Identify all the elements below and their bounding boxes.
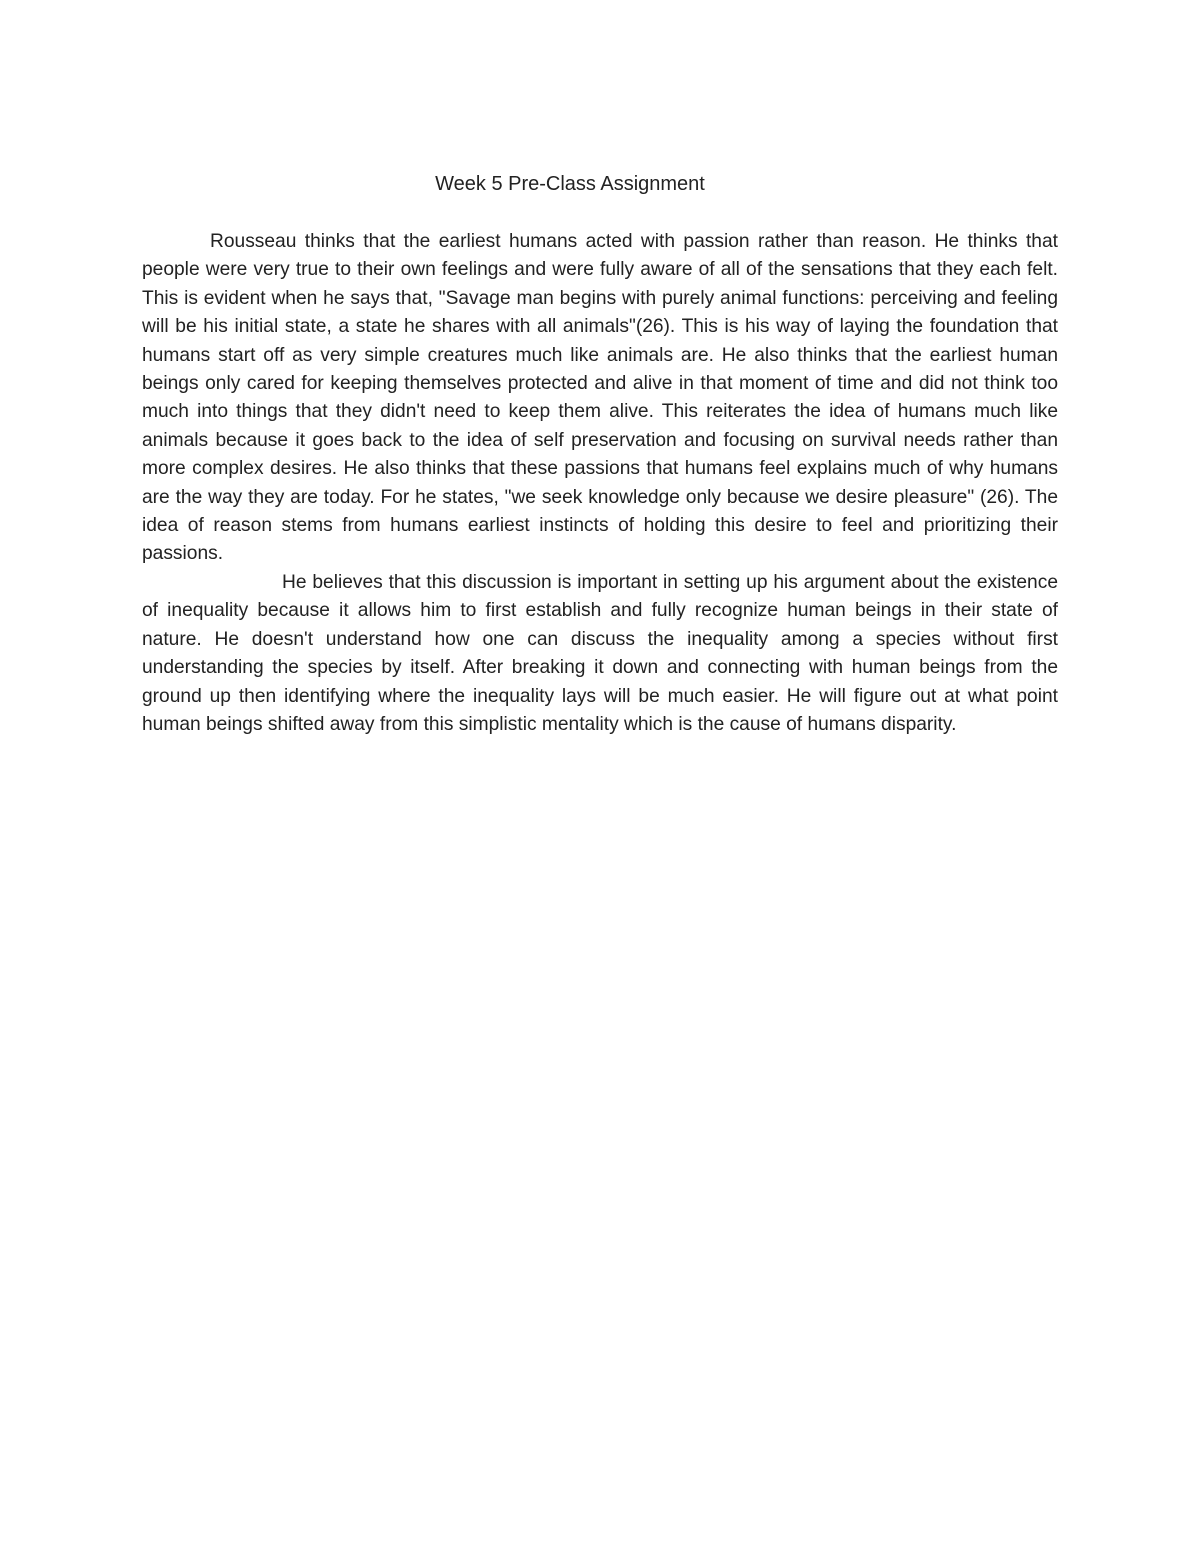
- paragraph-2: He believes that this discussion is important in setting up his argument about the existence of inequality because it allows him to first establish and fully recognize human beings in their state of nature. He doesn't understand how one can discuss the inequality among a species without first understanding the species by itself. After breaking it down and connecting with human beings from the ground up then identifying where the inequality lays will be much easier. He will figure out at what point human beings shifted away from this simplistic mentality which is the cause of humans disparity.: [142, 571, 1058, 735]
- paragraph-1: Rousseau thinks that the earliest humans acted with passion rather than reason. He thinks that people were very true to their own feelings and were fully aware of all of the sensations that they each felt. This is evident when he says that, "Savage man begins with purely animal functions: perceiving and feeling will be his initial state, a state he shares with all animals"(26). This is his way of laying the foundation that humans start off as very simple creatures much like animals are. He also thinks that the earliest human beings only cared for keeping themselves protected and alive in that moment of time and did not think too much into things that they didn't need to keep them alive. This reiterates the idea of humans much like animals because it goes back to the idea of self preservation and focusing on survival needs rather than more complex desires. He also thinks that these passions that humans feel explains much of why humans are the way they are today. For he states, "we seek knowledge only because we desire pleasure" (26). The idea of reason stems from humans earliest instincts of holding this desire to feel and prioritizing their passions.: [142, 231, 1058, 565]
- document-title: Week 5 Pre-Class Assignment: [435, 173, 705, 195]
- document-body: [142, 228, 1058, 739]
